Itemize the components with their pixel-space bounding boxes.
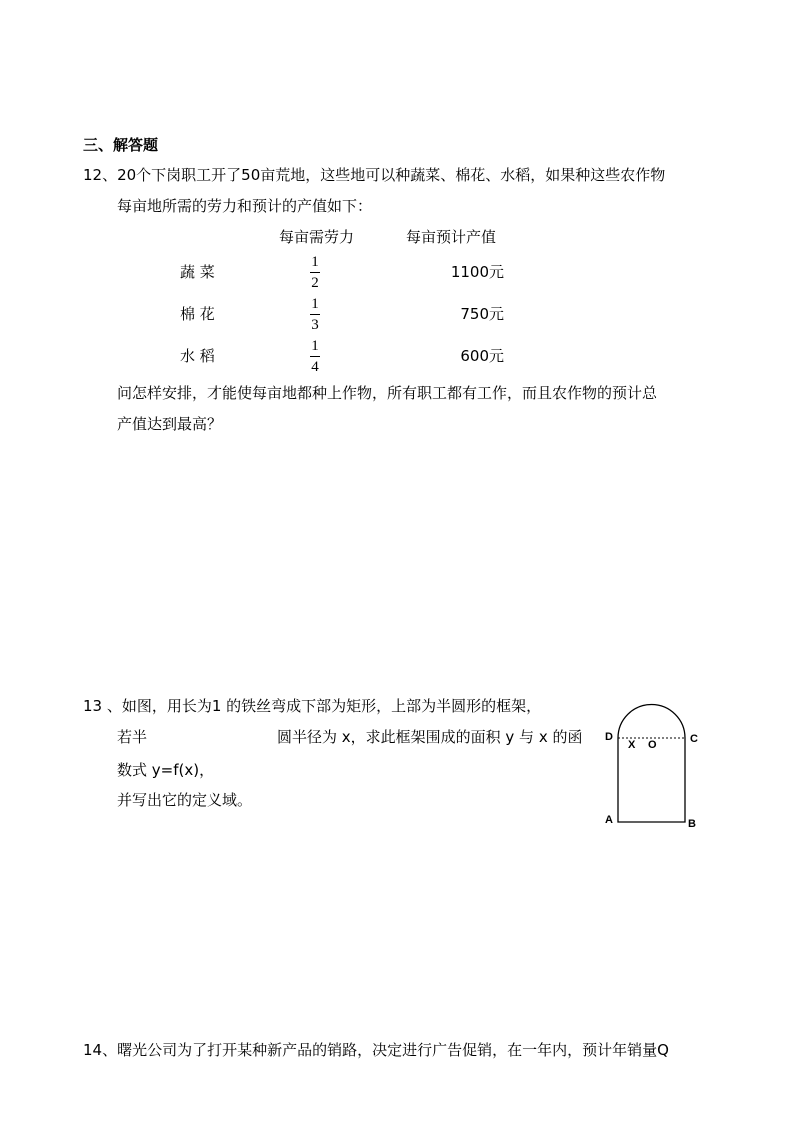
q14-line1: 14、曙光公司为了打开某种新产品的销路，决定进行广告促销，在一年内，预计年销量Q bbox=[83, 1041, 669, 1059]
semicircle-arc bbox=[618, 705, 685, 739]
q12-crop-rice: 水 稻 bbox=[180, 347, 215, 365]
figure-label-b: B bbox=[688, 818, 696, 830]
q12-value-vegetable: 1100元 bbox=[450, 263, 504, 281]
q12-crop-cotton: 棉 花 bbox=[180, 305, 215, 323]
q12-fraction-cotton bbox=[305, 295, 325, 334]
q12-question-line2: 产值达到最高？ bbox=[117, 415, 223, 433]
q13-line2-end: 圆半径为 x，求此框架围成的面积 y 与 x 的函 bbox=[277, 728, 583, 746]
q12-line1: 12、20个下岗职工开了50亩荒地，这些地可以种蔬菜、棉花、水稻，如果种这些农作物 bbox=[83, 166, 666, 184]
figure-label-d: D bbox=[605, 731, 613, 743]
fraction-denominator: 2 bbox=[311, 275, 319, 291]
section-title: 三、解答题 bbox=[83, 136, 159, 154]
q12-header-labor: 每亩需劳力 bbox=[279, 228, 355, 246]
q12-crop-vegetable: 蔬 菜 bbox=[180, 263, 215, 281]
q12-question-line1: 问怎样安排，才能使每亩地都种上作物，所有职工都有工作，而且农作物的预计总 bbox=[117, 384, 658, 402]
q12-fraction-rice bbox=[305, 337, 325, 376]
fraction-bar bbox=[310, 356, 320, 357]
q12-value-cotton: 750元 bbox=[460, 305, 504, 323]
q12-fraction-vegetable bbox=[305, 253, 325, 292]
fraction-numerator: 1 bbox=[311, 338, 319, 354]
q13-line4: 并写出它的定义域。 bbox=[117, 791, 253, 809]
fraction-bar bbox=[310, 272, 320, 273]
fraction-denominator: 4 bbox=[311, 359, 319, 375]
q12-line2: 每亩地所需的劳力和预计的产值如下： bbox=[117, 197, 373, 215]
q12-header-value: 每亩预计产值 bbox=[406, 228, 497, 246]
q13-line3: 数式 y=f(x)， bbox=[117, 761, 215, 779]
figure-label-o: O bbox=[648, 739, 657, 751]
q13-line2-start: 若半 bbox=[117, 728, 148, 746]
semicircle-frame-figure bbox=[600, 700, 710, 835]
q13-line1: 13 、如图，用长为1 的铁丝弯成下部为矩形，上部为半圆形的框架， bbox=[83, 697, 542, 715]
fraction-numerator: 1 bbox=[311, 296, 319, 312]
figure-label-x: X bbox=[628, 739, 636, 751]
fraction-bar bbox=[310, 314, 320, 315]
fraction-denominator: 3 bbox=[311, 317, 319, 333]
figure-label-a: A bbox=[605, 814, 613, 826]
q12-value-rice: 600元 bbox=[460, 347, 504, 365]
figure-label-c: C bbox=[690, 733, 698, 745]
fraction-numerator: 1 bbox=[311, 254, 319, 270]
